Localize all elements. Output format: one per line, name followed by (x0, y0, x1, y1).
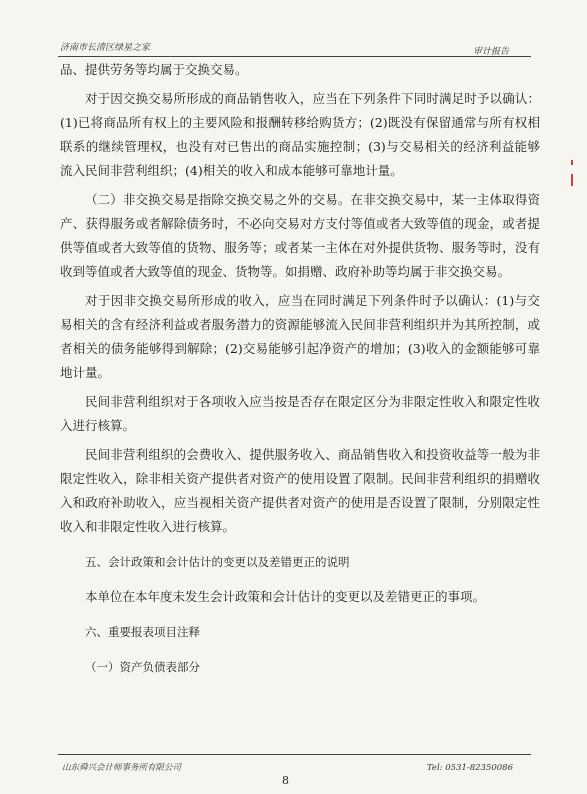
paragraph-unrestricted-revenue: 民间非营利组织的会费收入、提供服务收入、商品销售收入和投资收益等一般为非限定性收入，除非相关资产提供者对资产的使用设置了限制。民间非营利组织的捐赠收入和政府补助收入，应当视相关资产提供者对资产的使用是否设置了限制，分别限定性收入和非限定性收入进行核算。 (60, 447, 540, 534)
section-5-heading: 五、会计政策和会计估计的变更以及差错更正的说明 (85, 555, 350, 569)
paragraph-non-exchange-recognition: 对于因非交换交易所形成的收入，应当在同时满足下列条件时予以确认：(1)与交易相关的含有经济利益或者服务潜力的资源能够流入民间非营利组织并为其所控制，或者相关的债务能够得到解除；(2)交易能够引起净资产的增加；(3)收入的金额能够可靠地计量。 (60, 293, 540, 380)
footer-telephone: Tel: 0531-82350086 (426, 763, 513, 773)
document-body (60, 58, 540, 679)
page-number: 8 (282, 774, 289, 787)
section-6-heading: 六、重要报表项目注释 (85, 625, 200, 639)
section-5-text: 本单位在本年度未发生会计政策和会计估计的变更以及差错更正的事项。 (85, 589, 486, 604)
paragraph-non-exchange-definition: （二）非交换交易是指除交换交易之外的交易。在非交换交易中，某一主体取得资产、获得服务或者解除债务时，不必向交易对方支付等值或者大致等值的现金，或者提供等值或者大致等值的货物、服务等；或者某一主体在对外提供货物、服务等时，没有收到等值或者大致等值的现金、货物等。如捐赠、政府补助等均属于非交换交易。 (60, 192, 540, 279)
red-edge-mark (571, 174, 573, 186)
header-organization: 济南市长清区绿星之家 (60, 43, 151, 53)
footer-divider (58, 754, 531, 755)
footer-firm-name: 山东舜兴会计师事务所有限公司 (62, 763, 182, 773)
paragraph-exchange-revenue-recognition: 对于因交换交易所形成的商品销售收入，应当在下列条件下同时满足时予以确认：(1)已将商品所有权上的主要风险和报酬转移给购货方；(2)既没有保留通常与所有权相联系的继续管理权，也没有对已售出的商品实施控制；(3)与交易相关的经济利益能够流入民间非营利组织；(4)相关的收入和成本能够可靠地计量。 (60, 91, 540, 178)
section-6-subheading: （一）资产负债表部分 (85, 660, 200, 674)
header-divider (58, 56, 531, 57)
header-report-type: 审计报告 (472, 47, 509, 57)
paragraph-restricted-classification: 民间非营利组织对于各项收入应当按是否存在限定区分为非限定性收入和限定性收入进行核算。 (60, 394, 540, 433)
paragraph-continuation: 品、提供劳务等均属于交换交易。 (60, 62, 248, 77)
red-edge-mark (571, 160, 573, 165)
